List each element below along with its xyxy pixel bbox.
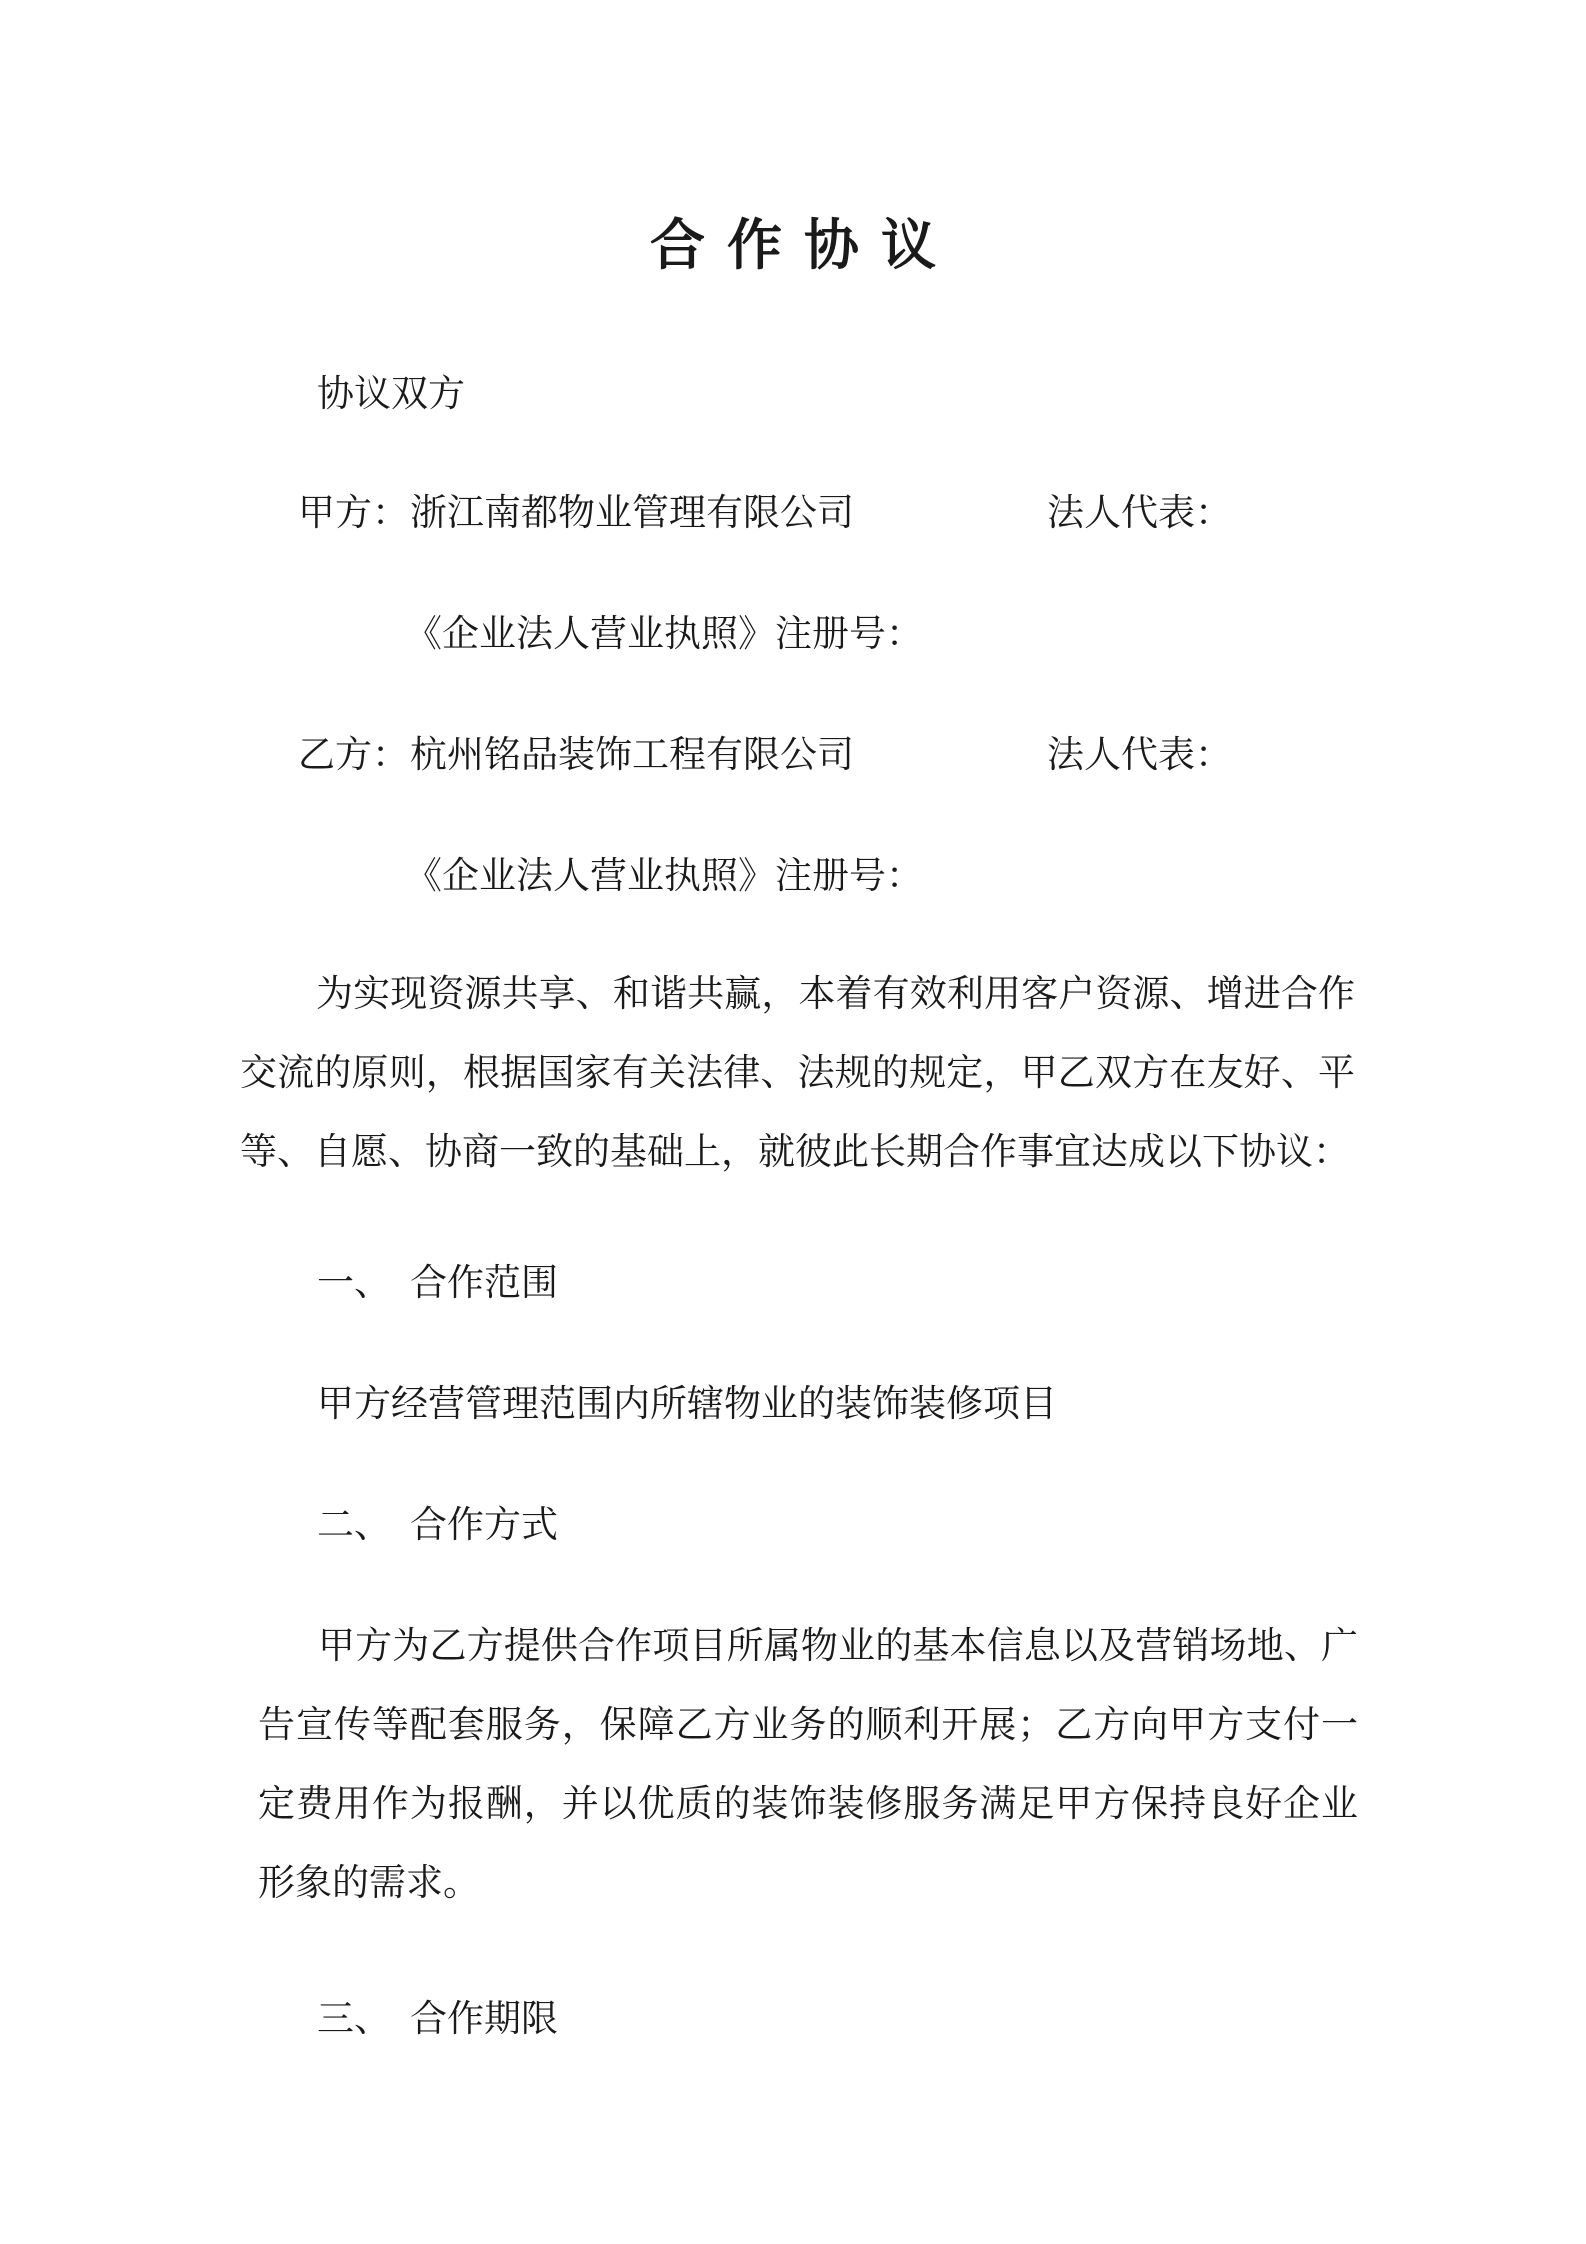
section-2-heading: 合作方式 <box>410 1503 558 1546</box>
party-b-license-label: 《企业法人营业执照》注册号： <box>405 854 923 897</box>
party-a-name: 浙江南都物业管理有限公司 <box>410 491 854 534</box>
parties-heading: 协议双方 <box>317 372 465 415</box>
party-b-legal-rep-label: 法人代表： <box>1047 733 1232 776</box>
section-3-heading: 合作期限 <box>410 1997 558 2040</box>
preamble-paragraph: 为实现资源共享、和谐共赢，本着有效利用客户资源、增进合作交流的原则，根据国家有关法律、法规的规定，甲乙双方在友好、平等、自愿、协商一致的基础上，就彼此长期合作事宜达成以下协议： <box>240 972 1355 1173</box>
section-2-content: 甲方为乙方提供合作项目所属物业的基本信息以及营销场地、广告宣传等配套服务，保障乙方业务的顺利开展；乙方向甲方支付一定费用作为报酬，并以优质的装饰装修服务满足甲方保持良好企业形象的需求。 <box>258 1624 1358 1904</box>
section-3-number: 三、 <box>317 1997 391 2040</box>
party-b-label: 乙方： <box>298 733 409 776</box>
party-b-name: 杭州铭品装饰工程有限公司 <box>410 733 854 776</box>
section-1-heading: 合作范围 <box>410 1261 558 1304</box>
section-1-number: 一、 <box>317 1261 391 1304</box>
document-title: 合作协议 <box>649 213 958 277</box>
party-a-legal-rep-label: 法人代表： <box>1047 491 1232 534</box>
party-a-license-label: 《企业法人营业执照》注册号： <box>405 612 923 655</box>
party-a-label: 甲方： <box>298 491 409 534</box>
section-2-number: 二、 <box>317 1503 391 1546</box>
section-1-content: 甲方经营管理范围内所辖物业的装饰装修项目 <box>317 1382 1057 1425</box>
